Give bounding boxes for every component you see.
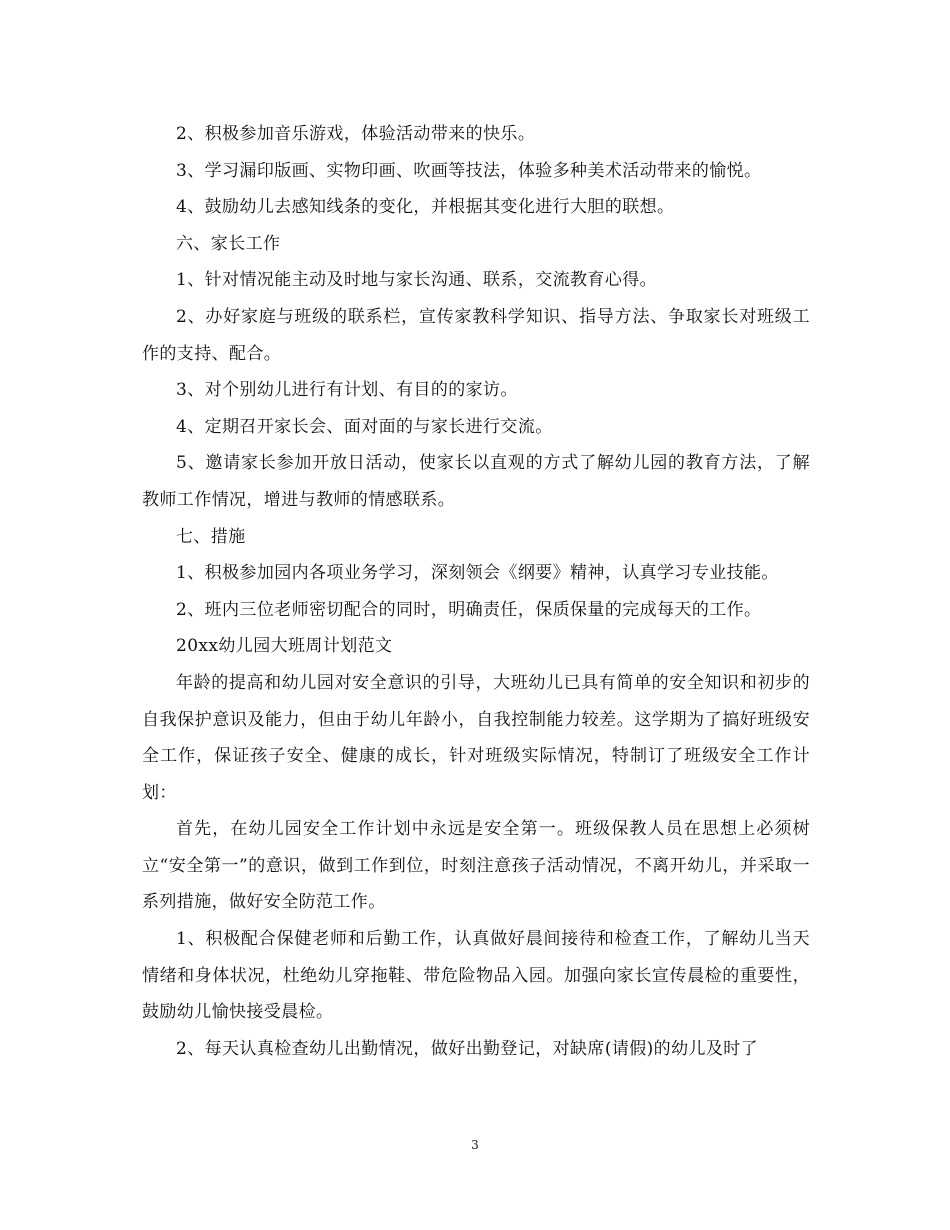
document-body [142, 116, 810, 1067]
paragraph-safety-first: 首先，在幼儿园安全工作计划中永远是安全第一。班级保教人员在思想上必须树立“安全第一”的意识，做到工作到位，时刻注意孩子活动情况，不离开幼儿，并采取一系列措施，做好安全防范工作。 [142, 819, 810, 913]
paragraph-parent-1: 1、针对情况能主动及时地与家长沟通、联系，交流教育心得。 [176, 270, 658, 291]
paragraph-measures-2: 2、班内三位老师密切配合的同时，明确责任，保质保量的完成每天的工作。 [176, 599, 762, 620]
page-number: 3 [471, 1138, 479, 1152]
paragraph-activity-4: 4、鼓励幼儿去感知线条的变化，并根据其变化进行大胆的联想。 [176, 197, 675, 218]
paragraph-measures-1: 1、积极参加园内各项业务学习，深刻领会《纲要》精神，认真学习专业技能。 [176, 563, 779, 584]
paragraph-parent-2: 2、办好家庭与班级的联系栏，宣传家教科学知识、指导方法、争取家长对班级工作的支持、配合。 [142, 306, 810, 364]
section-heading-measures: 七、措施 [176, 526, 246, 547]
paragraph-safety-intro: 年龄的提高和幼儿园对安全意识的引导，大班幼儿已具有简单的安全知识和初步的自我保护意识及能力，但由于幼儿年龄小，自我控制能力较差。这学期为了搞好班级安全工作，保证孩子安全、健康的成长，针对班级实际情况，特制订了班级安全工作计划： [142, 672, 810, 803]
section-title-weekly-plan: 20xx幼儿园大班周计划范文 [176, 636, 393, 657]
paragraph-safety-1: 1、积极配合保健老师和后勤工作，认真做好晨间接待和检查工作，了解幼儿当天情绪和身体状况，杜绝幼儿穿拖鞋、带危险物品入园。加强向家长宣传晨检的重要性，鼓励幼儿愉快接受晨检。 [142, 929, 810, 1023]
paragraph-activity-3: 3、学习漏印版画、实物印画、吹画等技法，体验多种美术活动带来的愉悦。 [176, 160, 762, 181]
paragraph-parent-3: 3、对个别幼儿进行有计划、有目的的家访。 [176, 380, 518, 401]
paragraph-parent-5: 5、邀请家长参加开放日活动，使家长以直观的方式了解幼儿园的教育方法，了解教师工作情况，增进与教师的情感联系。 [142, 453, 810, 510]
paragraph-safety-2: 2、每天认真检查幼儿出勤情况，做好出勤登记，对缺席(请假)的幼儿及时了 [176, 1038, 759, 1059]
paragraph-activity-2: 2、积极参加音乐游戏，体验活动带来的快乐。 [176, 124, 536, 144]
section-heading-parent-work: 六、家长工作 [176, 233, 281, 254]
paragraph-parent-4: 4、定期召开家长会、面对面的与家长进行交流。 [176, 416, 553, 437]
